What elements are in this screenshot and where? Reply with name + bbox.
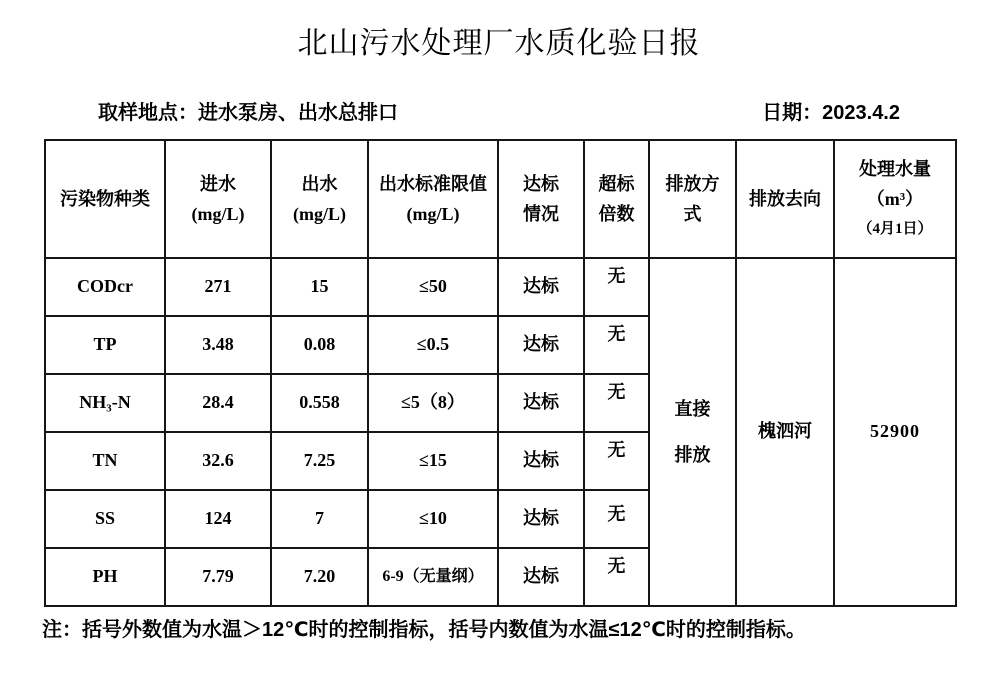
cell-exceed [584, 316, 649, 374]
exceed-value: 无 [607, 266, 626, 287]
report-date-label: 日期：2023.4.2 [762, 102, 900, 124]
cell-limit: 6-9（无量纲） [368, 548, 498, 606]
footnote: 注：括号外数值为水温＞12℃时的控制指标，括号内数值为水温≤12℃时的控制指标。 [42, 619, 806, 641]
cell-limit: ≤10 [368, 490, 498, 548]
cell-treated-water-volume: 52900 [834, 258, 956, 606]
cell-influent: 28.4 [165, 374, 271, 432]
exceed-value: 无 [607, 556, 626, 577]
header-line: 达标 [523, 174, 559, 194]
cell-exceed [584, 374, 649, 432]
cell-effluent: 15 [271, 258, 368, 316]
cell-exceed [584, 432, 649, 490]
cell-pollutant: CODcr [45, 258, 165, 316]
header-discharge-mode [649, 140, 736, 258]
header-line: （m³） [866, 189, 924, 209]
cell-influent: 7.79 [165, 548, 271, 606]
cell-limit: ≤50 [368, 258, 498, 316]
header-line: 超标 [598, 174, 635, 194]
sampling-location-label: 取样地点：进水泵房、出水总排口 [98, 102, 398, 124]
cell-limit: ≤0.5 [368, 316, 498, 374]
cell-discharge-mode [649, 258, 736, 606]
header-effluent-limit [368, 140, 498, 258]
header-line: 出水 [301, 174, 338, 194]
cell-status: 达标 [498, 374, 584, 432]
cell-effluent: 0.08 [271, 316, 368, 374]
header-treated-water-volume [834, 140, 956, 258]
table-row [45, 258, 956, 316]
cell-pollutant: NH₃-N [45, 374, 165, 432]
cell-pollutant: PH [45, 548, 165, 606]
header-influent [165, 140, 271, 258]
header-line: (mg/L) [406, 204, 460, 224]
cell-effluent: 7 [271, 490, 368, 548]
cell-pollutant: TP [45, 316, 165, 374]
header-pollutant-type [45, 140, 165, 258]
header-line: (mg/L) [191, 204, 245, 224]
header-line: 倍数 [598, 204, 635, 224]
header-effluent [271, 140, 368, 258]
header-line: 排放去向 [749, 189, 821, 209]
header-exceedance-multiple [584, 140, 649, 258]
cell-limit: ≤5（8） [368, 374, 498, 432]
cell-effluent: 7.20 [271, 548, 368, 606]
water-quality-table [44, 139, 957, 607]
cell-influent: 3.48 [165, 316, 271, 374]
header-line: 处理水量 [859, 159, 931, 179]
cell-status: 达标 [498, 490, 584, 548]
discharge-mode-line: 排放 [674, 445, 711, 465]
cell-pollutant: TN [45, 432, 165, 490]
cell-exceed [584, 258, 649, 316]
exceed-value: 无 [607, 504, 626, 525]
meta-row [98, 96, 900, 125]
header-compliance-status [498, 140, 584, 258]
discharge-mode-line: 直接 [674, 399, 711, 419]
header-line: 进水 [200, 174, 236, 194]
cell-effluent: 0.558 [271, 374, 368, 432]
header-line: 污染物种类 [60, 189, 150, 209]
exceed-value: 无 [607, 382, 626, 403]
cell-exceed [584, 490, 649, 548]
cell-limit: ≤15 [368, 432, 498, 490]
cell-status: 达标 [498, 548, 584, 606]
cell-pollutant: SS [45, 490, 165, 548]
cell-status: 达标 [498, 316, 584, 374]
header-line: （4月1日） [857, 221, 933, 237]
cell-influent: 32.6 [165, 432, 271, 490]
header-line: 情况 [523, 204, 559, 224]
exceed-value: 无 [607, 440, 626, 461]
cell-exceed [584, 548, 649, 606]
cell-discharge-destination: 槐泗河 [736, 258, 834, 606]
cell-effluent: 7.25 [271, 432, 368, 490]
exceed-value: 无 [607, 324, 626, 345]
header-line: 排放方 [665, 174, 720, 194]
table-header-row [45, 140, 956, 258]
cell-status: 达标 [498, 258, 584, 316]
header-line: 式 [683, 204, 702, 224]
header-line: (mg/L) [293, 204, 346, 224]
cell-status: 达标 [498, 432, 584, 490]
cell-influent: 271 [165, 258, 271, 316]
header-discharge-destination [736, 140, 834, 258]
report-title: 北山污水处理厂水质化验日报 [297, 27, 701, 60]
cell-influent: 124 [165, 490, 271, 548]
header-line: 出水标准限值 [379, 174, 487, 194]
